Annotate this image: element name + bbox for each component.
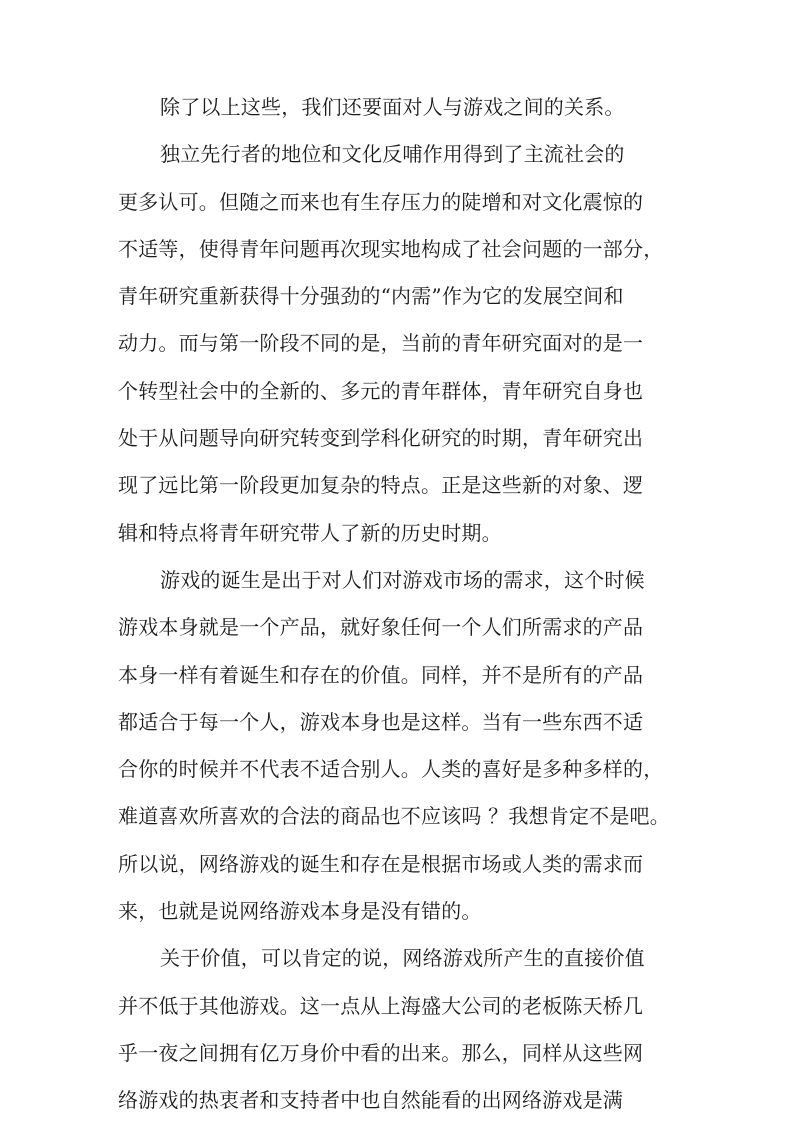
text-line: 青年研究重新获得十分强劲的“内需”作为它的发展空间和 (118, 284, 624, 309)
text-line: 除了以上这些，我们还要面对人与游戏之间的关系。 (160, 95, 625, 119)
text-line: 独立先行者的地位和文化反哺作用得到了主流社会的 (160, 142, 625, 167)
text-line: 个转型社会中的全新的、多元的青年群体，青年研究自身也 (118, 378, 644, 403)
paragraph (118, 557, 670, 935)
paragraph (118, 131, 664, 557)
text-line: 辑和特点将青年研究带人了新的历史时期。 (118, 520, 502, 545)
text-line: 现了远比第一阶段更加复杂的特点。正是这些新的对象、逻 (118, 473, 644, 498)
text-line: 本身一样有着诞生和存在的价值。同样，并不是所有的产品 (118, 662, 644, 687)
text-line: 不适等，使得青年问题再次现实地构成了社会问题的一部分， (118, 236, 664, 261)
text-line: 合你的时候并不代表不适合别人。人类的喜好是多种多样的， (118, 757, 664, 782)
text-line: 并不低于其他游戏。这一点从上海盛大公司的老板陈天桥几 (118, 993, 644, 1018)
text-line: 游戏的诞生是出于对人们对游戏市场的需求，这个时候 (160, 567, 645, 592)
text-line: 关于价值，可以肯定的说，网络游戏所产生的直接价值 (160, 946, 645, 971)
document-page (118, 84, 670, 1125)
text-line: 乎一夜之间拥有亿万身价中看的出来。那么，同样从这些网 (118, 1040, 644, 1065)
text-line: 难道喜欢所喜欢的合法的商品也不应该吗 ？我想肯定不是吧。 (118, 804, 670, 829)
paragraph (118, 84, 625, 131)
text-line: 络游戏的热衷者和支持者中也自然能看的出网络游戏是满 (118, 1088, 623, 1113)
paragraph (118, 935, 645, 1124)
text-line: 游戏本身就是一个产品，就好象任何一个人们所需求的产品 (118, 615, 644, 640)
text-line: 动力。而与第一阶段不同的是，当前的青年研究面对的是一 (118, 331, 644, 356)
text-line: 所以说，网络游戏的诞生和存在是根据市场或人类的需求而 (118, 851, 644, 876)
text-line: 处于从问题导向研究转变到学科化研究的时期，青年研究出 (118, 426, 644, 451)
text-line: 来，也就是说网络游戏本身是没有错的。 (118, 899, 482, 924)
text-line: 都适合于每一个人，游戏本身也是这样。当有一些东西不适 (118, 709, 644, 734)
text-line: 更多认可。但随之而来也有生存压力的陡增和对文化震惊的 (118, 189, 644, 214)
